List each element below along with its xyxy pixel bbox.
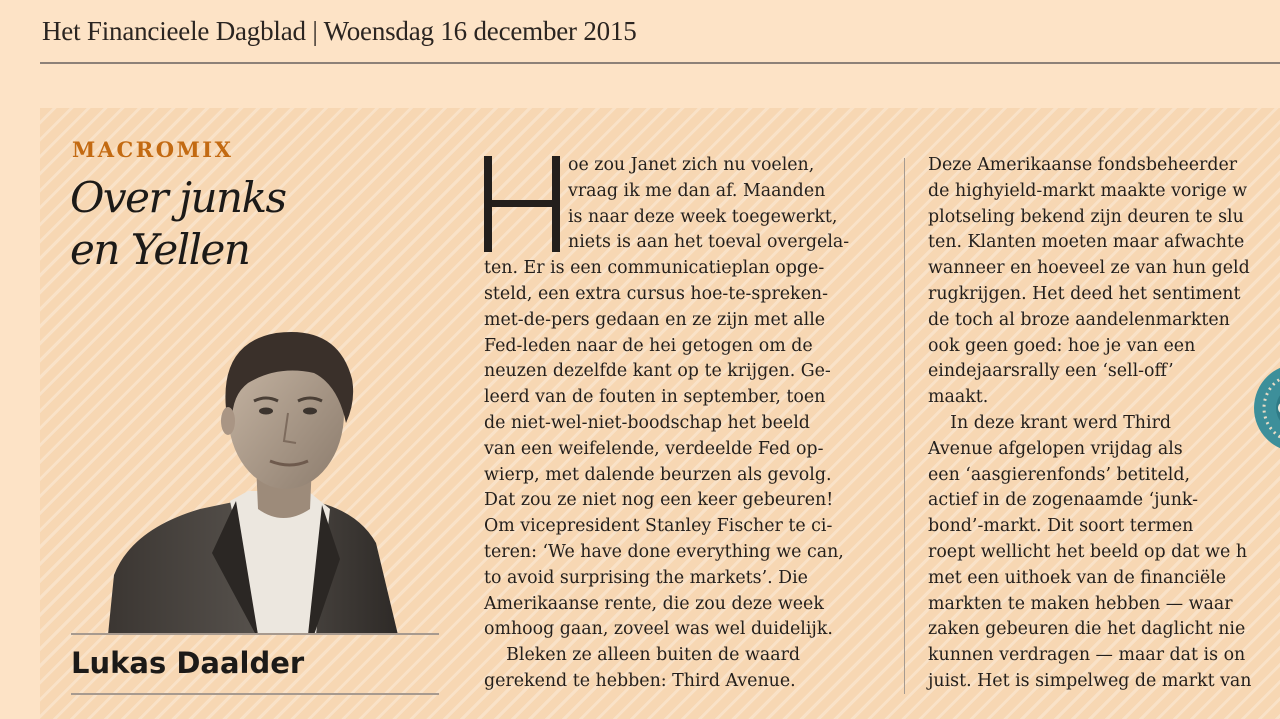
- body-line: ook geen goed: hoe je van een: [928, 335, 1196, 356]
- body-line: neuzen dezelfde kant op te krijgen. Ge-: [484, 361, 831, 382]
- body-line: bond’-markt. Dit soort termen: [928, 516, 1194, 537]
- body-line: oe zou Janet zich nu voelen,: [568, 155, 815, 175]
- masthead: Het Financieele Dagblad | Woensdag 16 december 2015: [42, 16, 637, 46]
- body-line: een ‘aasgierenfonds’ betiteld,: [928, 464, 1190, 485]
- body-line: In deze krant werd Third: [928, 412, 1172, 433]
- article-panel: [40, 108, 1280, 719]
- body-line: de toch al broze aandelenmarkten: [928, 309, 1230, 330]
- body-line: plotseling bekend zijn deuren te slu: [928, 206, 1244, 227]
- body-line: met een uithoek van de financiële: [928, 567, 1227, 588]
- body-line: juist. Het is simpelweg de markt van: [928, 670, 1252, 691]
- body-line: gerekend te hebben: Third Avenue.: [484, 670, 796, 691]
- body-line: maakt.: [928, 387, 989, 408]
- body-line: Amerikaanse rente, die zou deze week: [484, 593, 824, 614]
- body-line: leerd van de fouten in september, toen: [484, 387, 826, 408]
- column-kicker: MACROMIX: [72, 137, 234, 162]
- body-line: markten te maken hebben — waar: [928, 593, 1233, 614]
- body-line: van een weifelende, verdeelde Fed op-: [484, 438, 824, 459]
- body-line: zaken gebeuren die het daglicht nie: [928, 619, 1246, 640]
- headline-line-1: Over junks: [70, 173, 286, 222]
- body-line: Om vicepresident Stanley Fischer te ci-: [484, 516, 833, 537]
- badge-medallion-icon: [1250, 348, 1280, 468]
- author-rule-bottom: [71, 693, 439, 695]
- headline-line-2: en Yellen: [70, 225, 250, 274]
- author-rule-top: [71, 633, 439, 635]
- body-line: kunnen verdragen — maar dat is on: [928, 645, 1246, 666]
- body-line: Avenue afgelopen vrijdag als: [928, 438, 1183, 459]
- headline: [70, 172, 286, 276]
- body-column-2: [928, 153, 1280, 695]
- body-line: ten. Klanten moeten maar afwachte: [928, 232, 1245, 253]
- body-line: vraag ik me dan af. Maanden: [568, 180, 826, 201]
- body-line: eindejaarsrally een ‘sell-off’: [928, 361, 1174, 382]
- body-line: Dat zou ze niet nog een keer gebeuren!: [484, 490, 834, 511]
- body-line: wierp, met dalende beurzen als gevolg.: [484, 464, 832, 485]
- body-line: is naar deze week toegewerkt,: [568, 206, 838, 227]
- body-line: Deze Amerikaanse fondsbeheerder: [928, 155, 1238, 175]
- body-line: rugkrijgen. Het deed het sentiment: [928, 283, 1241, 304]
- body-line: de niet-wel-niet-boodschap het beeld: [484, 412, 810, 433]
- body-line: steld, een extra cursus hoe-te-spreken-: [484, 283, 828, 304]
- body-line: roept wellicht het beeld op dat we h: [928, 541, 1248, 562]
- body-line: omhoog gaan, zoveel was wel duidelijk.: [484, 619, 833, 640]
- author-photo: [108, 313, 408, 635]
- body-line: met-de-pers gedaan en ze zijn met alle: [484, 309, 826, 330]
- body-line: Fed-leden naar de hei getogen om de: [484, 335, 813, 356]
- body-line: to avoid surprising the markets’. Die: [484, 567, 808, 588]
- masthead-rule: [40, 62, 1280, 64]
- author-name: Lukas Daalder: [71, 646, 305, 680]
- body-line: ten. Er is een communicatieplan opge-: [484, 258, 825, 279]
- body-line: Bleken ze alleen buiten de waard: [484, 645, 801, 666]
- body-line: teren: ‘We have done everything we can,: [484, 541, 844, 562]
- body-column-1: [484, 153, 884, 695]
- body-line: actief in de zogenaamde ‘junk-: [928, 490, 1199, 511]
- column-divider: [904, 158, 905, 694]
- body-line: niets is aan het toeval overgela-: [568, 232, 850, 253]
- body-line: de highyield-markt maakte vorige w: [928, 180, 1248, 201]
- body-line: wanneer en hoeveel ze van hun geld: [928, 258, 1250, 279]
